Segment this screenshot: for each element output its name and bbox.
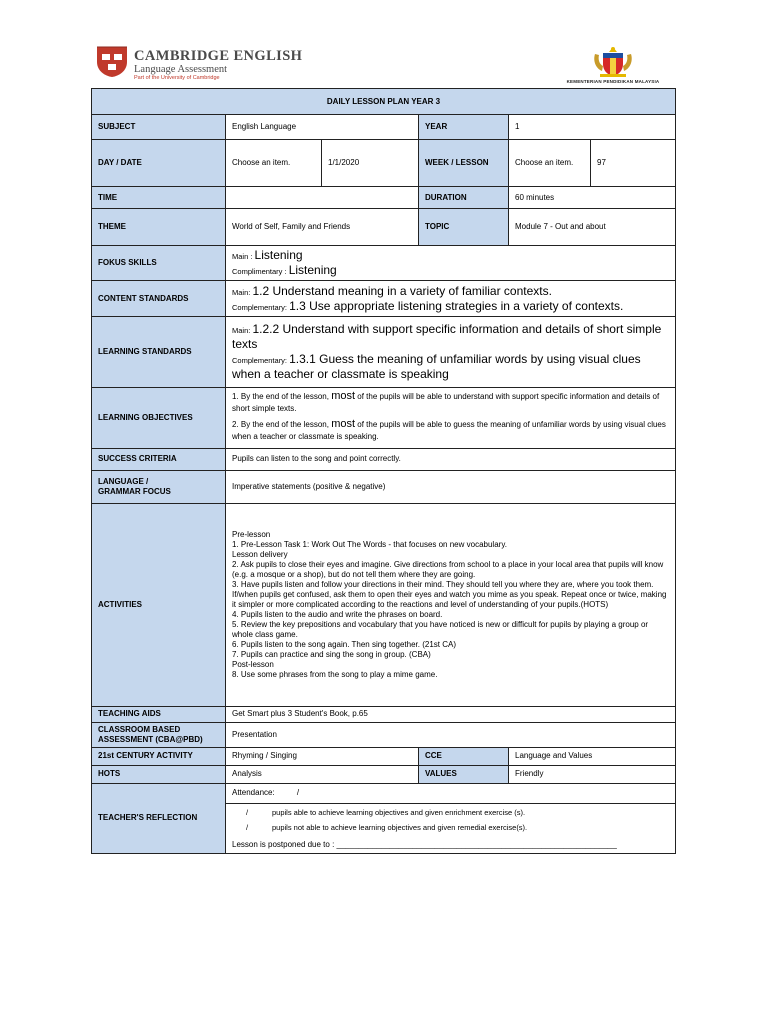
- activity-line: Post-lesson: [232, 659, 274, 669]
- year-value: 1: [509, 115, 676, 140]
- lesson-plan-table: [91, 88, 676, 854]
- subject-label: SUBJECT: [92, 115, 226, 140]
- century-activity-label: 21st CENTURY ACTIVITY: [92, 747, 226, 765]
- postponed-line: Lesson is postponed due to : _______________________________________________________________: [226, 837, 676, 853]
- time-value: [226, 187, 419, 209]
- cambridge-title: CAMBRIDGE ENGLISH: [134, 48, 303, 64]
- day-date-label: DAY / DATE: [92, 140, 226, 187]
- content-main-value: 1.2 Understand meaning in a variety of familiar contexts.: [252, 283, 552, 298]
- learning-objectives-value: [226, 388, 676, 449]
- reflection-options: [226, 803, 676, 837]
- objective-2-start: 2. By the end of the lesson,: [232, 419, 332, 429]
- learning-comp-value: 1.3.1 Guess the meaning of unfamiliar words by using visual clues when a teacher or classmate is speaking: [232, 352, 641, 381]
- attendance-line: Attendance: /: [226, 783, 676, 803]
- time-label: TIME: [92, 187, 226, 209]
- cambridge-part-line: Part of the University of Cambridge: [134, 75, 220, 81]
- language-label-line-1: LANGUAGE /: [98, 476, 149, 486]
- year-label: YEAR: [419, 115, 509, 140]
- week-dropdown[interactable]: Choose an item.: [509, 140, 591, 187]
- content-standards-value: [226, 281, 676, 317]
- topic-value: Module 7 - Out and about: [509, 209, 676, 246]
- reflection-option-2-text: pupils not able to achieve learning objectives and given remedial exercise(s).: [272, 823, 528, 833]
- learning-objectives-label: LEARNING OBJECTIVES: [92, 388, 226, 449]
- reflection-slash: /: [246, 807, 249, 817]
- ministry-logo: [553, 46, 673, 84]
- values-value: Friendly: [509, 765, 676, 783]
- fokus-main-value: Listening: [254, 248, 303, 262]
- subject-value: English Language: [226, 115, 419, 140]
- duration-value: 60 minutes: [509, 187, 676, 209]
- objective-1-end: of the pupils will be able to understand with support specific information and details of short simple texts.: [232, 392, 660, 413]
- topic-label: TOPIC: [419, 209, 509, 246]
- page-header: [96, 46, 676, 86]
- activity-line: 7. Pupils can practice and sing the song in group. (CBA): [232, 649, 431, 659]
- content-main-prefix: Main:: [232, 287, 253, 297]
- content-comp-prefix: Complementary:: [232, 302, 290, 312]
- learning-main-prefix: Main:: [232, 326, 253, 335]
- activities-label: ACTIVITIES: [92, 503, 226, 706]
- day-dropdown[interactable]: Choose an item.: [226, 140, 322, 187]
- objective-2: [232, 418, 669, 442]
- objective-2-most: most: [331, 417, 356, 430]
- lesson-plan-title: DAILY LESSON PLAN YEAR 3: [92, 89, 676, 115]
- values-label: VALUES: [419, 765, 509, 783]
- language-label-line-2: GRAMMAR FOCUS: [98, 486, 171, 496]
- hots-label: HOTS: [92, 765, 226, 783]
- objective-2-end: of the pupils will be able to guess the meaning of unfamiliar words by using visual clues when a teacher or classmate is speaking.: [232, 419, 666, 441]
- hots-value: Analysis: [226, 765, 419, 783]
- activities-value: [226, 503, 676, 706]
- cba-label: CLASSROOM BASED ASSESSMENT (CBA@PBD): [92, 722, 226, 747]
- cambridge-logo: [96, 46, 302, 82]
- cce-label: CCE: [419, 747, 509, 765]
- learning-main-value: 1.2.2 Understand with support specific information and details of short simple texts: [232, 322, 662, 351]
- theme-value: World of Self, Family and Friends: [226, 209, 419, 246]
- language-focus-label: [92, 470, 226, 503]
- teaching-aids-label: TEACHING AIDS: [92, 706, 226, 722]
- activity-line: 2. Ask pupils to close their eyes and imagine. Give directions from school to a place in your local area that pupils will know (e.g. a mosque or a shop), but do not tell them where they are going.: [232, 559, 664, 579]
- activity-line: Pre-lesson: [232, 529, 271, 539]
- activity-line: 5. Review the key prepositions and vocabulary that you have noticed is new or difficult for pupils by playing a group or whole class game.: [232, 619, 649, 639]
- duration-label: DURATION: [419, 187, 509, 209]
- success-criteria-value: Pupils can listen to the song and point correctly.: [226, 448, 676, 470]
- week-lesson-label: WEEK / LESSON: [419, 140, 509, 187]
- objective-1-most: most: [331, 390, 356, 402]
- teachers-reflection-label: TEACHER'S REFLECTION: [92, 783, 226, 853]
- activity-line: 6. Pupils listen to the song again. Then sing together. (21st CA): [232, 639, 456, 649]
- activity-line: 1. Pre-Lesson Task 1: Work Out The Words - that focuses on new vocabulary.: [232, 539, 507, 549]
- fokus-skills-label: FOKUS SKILLS: [92, 246, 226, 281]
- language-focus-value: Imperative statements (positive & negative): [226, 470, 676, 503]
- reflection-slash: /: [246, 823, 249, 833]
- cce-value: Language and Values: [509, 747, 676, 765]
- cambridge-shield-icon: [96, 46, 128, 78]
- objective-1: [232, 390, 669, 414]
- content-comp-value: 1.3 Use appropriate listening strategies in a variety of contexts.: [289, 298, 624, 313]
- fokus-comp-prefix: Complimentary :: [232, 267, 289, 276]
- ministry-name: KEMENTERIAN PENDIDIKAN MALAYSIA: [566, 79, 660, 84]
- learning-standards-value: [226, 317, 676, 388]
- learning-standards-label: LEARNING STANDARDS: [92, 317, 226, 388]
- activity-line: 4. Pupils listen to the audio and write the phrases on board.: [232, 609, 443, 619]
- fokus-skills-value: [226, 246, 676, 281]
- lesson-value: 97: [591, 140, 676, 187]
- date-value: 1/1/2020: [322, 140, 419, 187]
- reflection-option-1: [232, 808, 669, 817]
- cambridge-subtitle: Language Assessment: [134, 63, 228, 75]
- objective-1-start: 1. By the end of the lesson,: [232, 392, 332, 401]
- century-activity-value: Rhyming / Singing: [226, 747, 419, 765]
- theme-label: THEME: [92, 209, 226, 246]
- success-criteria-label: SUCCESS CRITERIA: [92, 448, 226, 470]
- reflection-option-1-text: pupils able to achieve learning objectives and given enrichment exercise (s).: [272, 807, 526, 817]
- teaching-aids-value: Get Smart plus 3 Student's Book, p.65: [226, 706, 676, 722]
- activity-line: Lesson delivery: [232, 549, 288, 559]
- fokus-main-prefix: Main :: [232, 252, 255, 261]
- cba-value: Presentation: [226, 722, 676, 747]
- fokus-comp-value: Listening: [288, 263, 337, 277]
- learning-comp-prefix: Complementary:: [232, 356, 290, 365]
- malaysia-crest-icon: [590, 46, 636, 78]
- activity-line: 3. Have pupils listen and follow your directions in their mind. They should tell you where they are, where you took them. If/when pupils get confused, ask them to open their eyes and watch you mime as you speak. Repeat once or twice, making it simpler or more complicated according to the reactions and level of understanding of your pupils.(HOTS): [232, 579, 667, 609]
- activity-line: 8. Use some phrases from the song to play a mime game.: [232, 669, 438, 679]
- reflection-option-2: [232, 823, 669, 832]
- content-standards-label: CONTENT STANDARDS: [92, 281, 226, 317]
